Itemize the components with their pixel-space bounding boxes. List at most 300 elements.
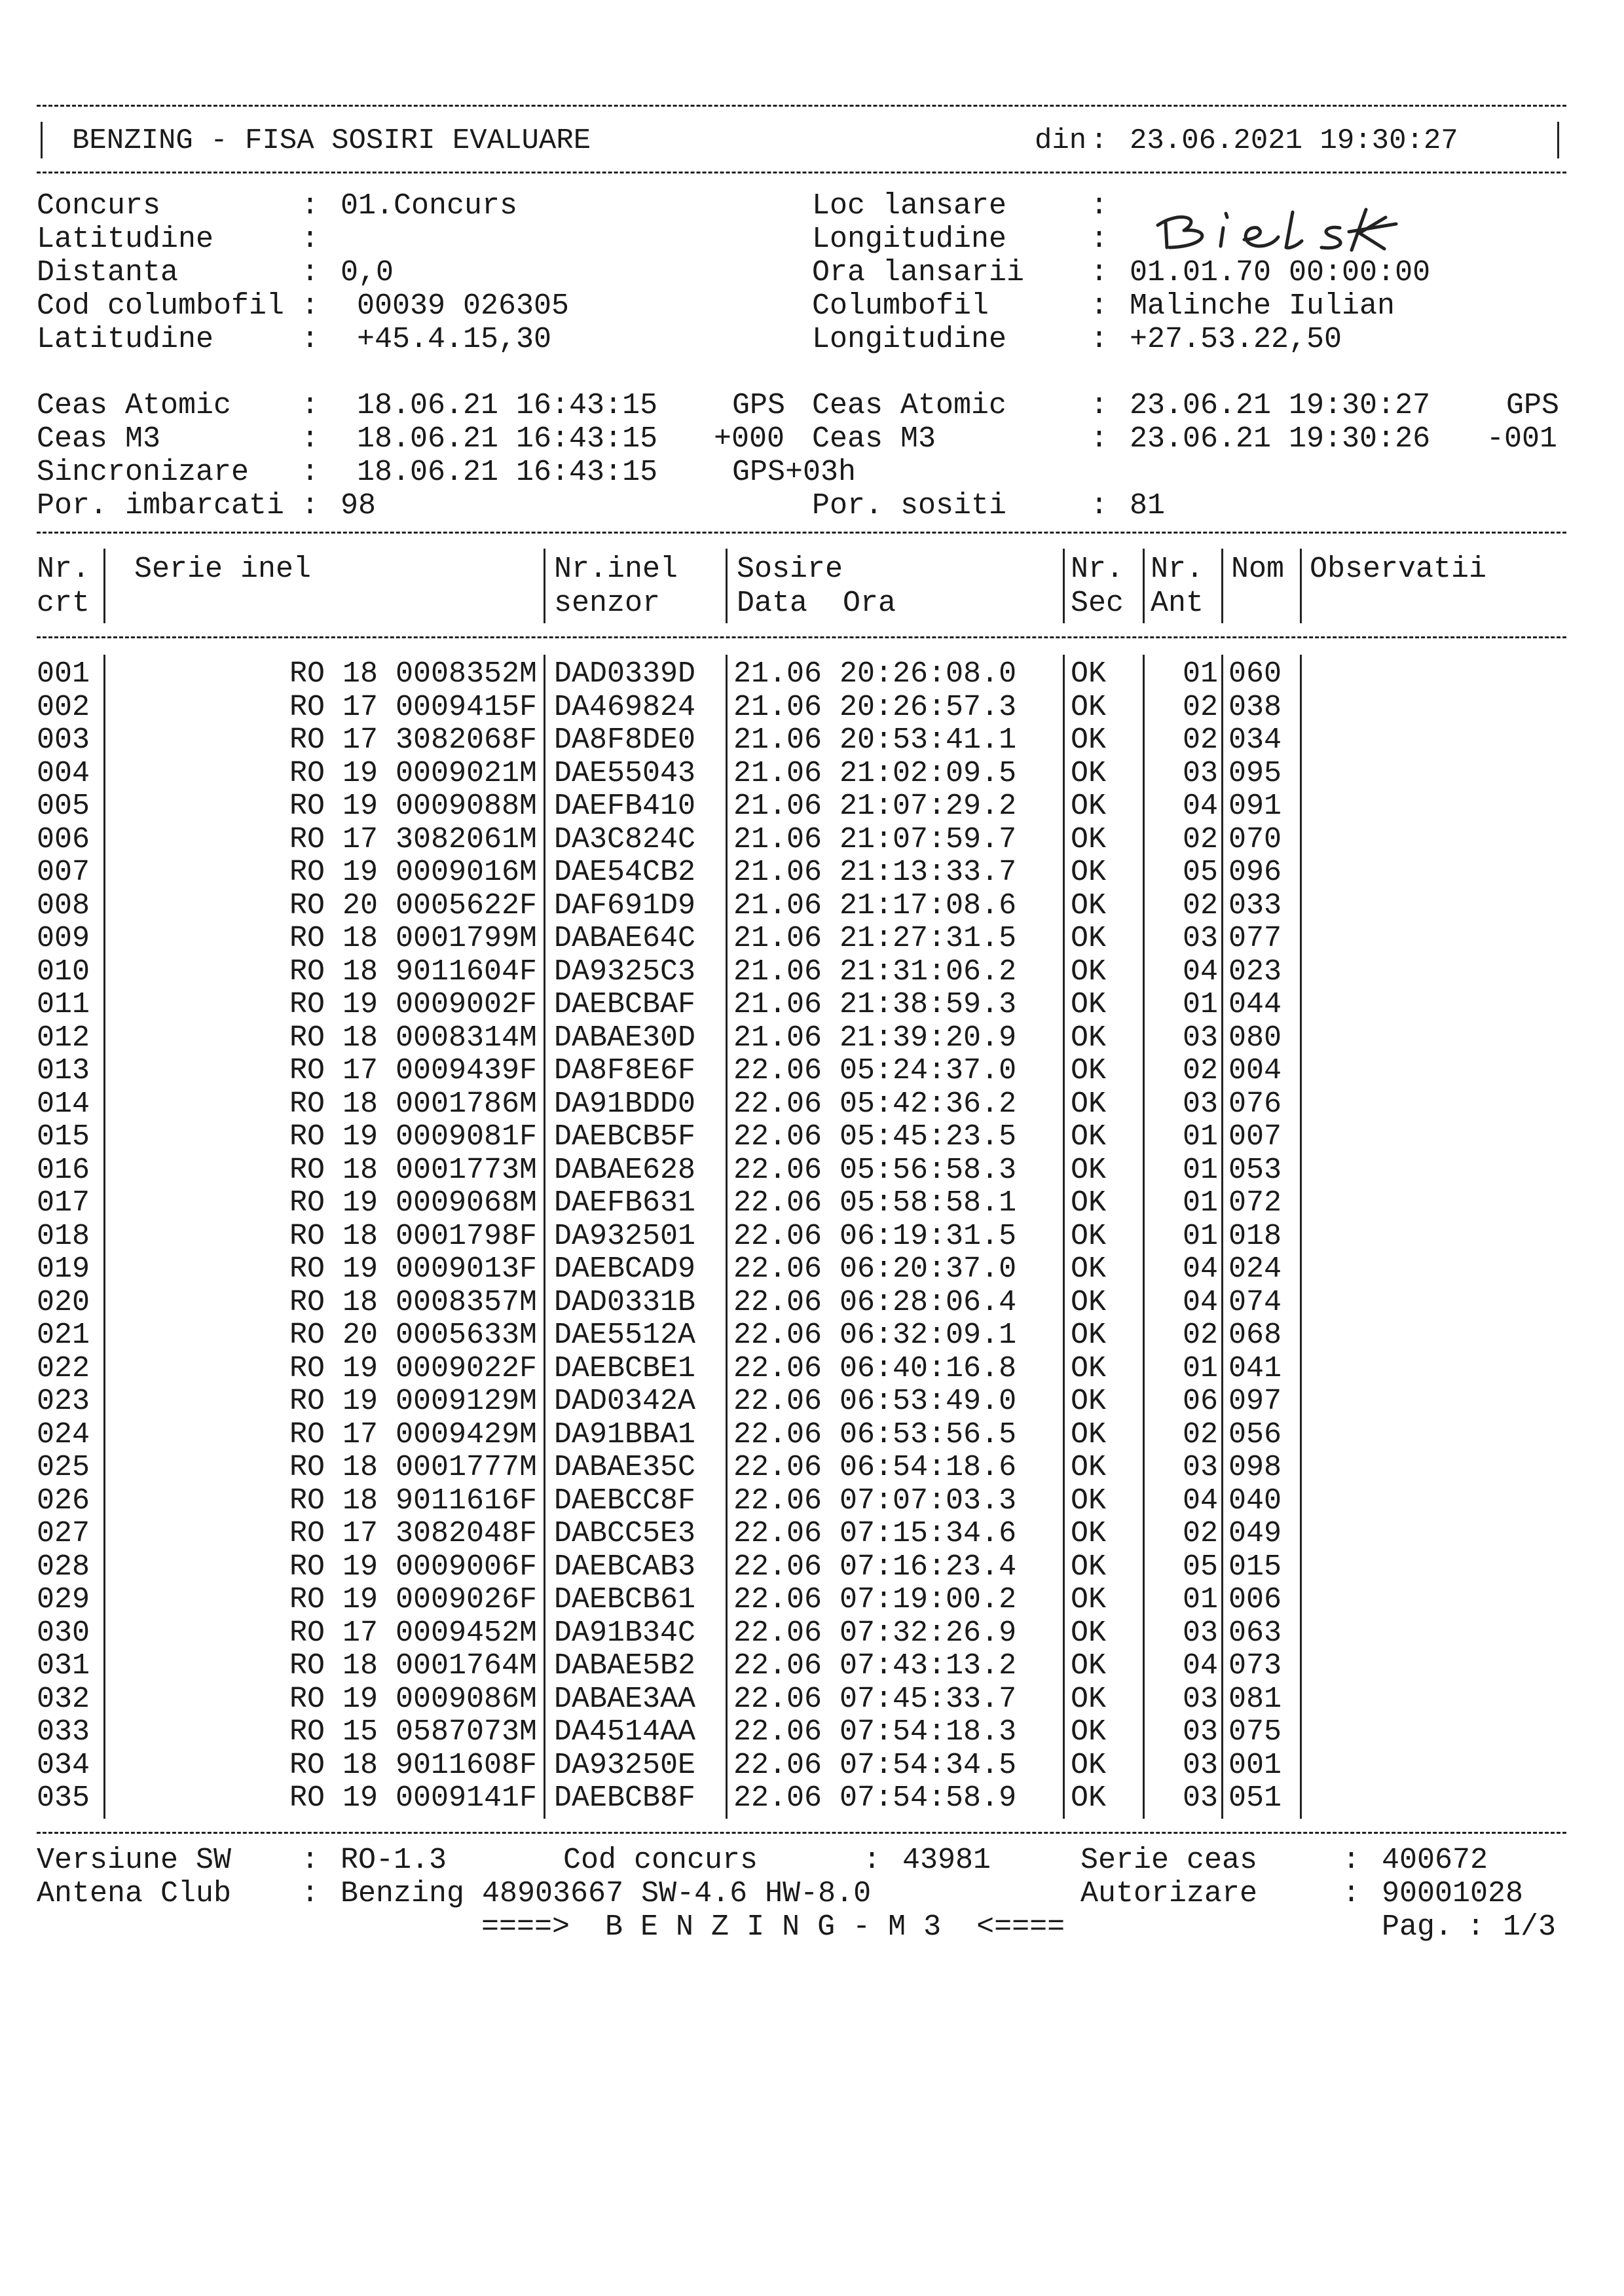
- cell-nr-inel-senzor: DA8F8E6F: [554, 1054, 696, 1087]
- cell-sosire: 22.06 06:20:37.0: [733, 1252, 1017, 1286]
- cell-nr-crt: 006: [37, 822, 90, 856]
- cell-nom: 051: [1228, 1781, 1282, 1815]
- ceas-m3-label: Ceas M3: [812, 422, 936, 456]
- cell-serie-inel: RO 19 0009006F: [289, 1550, 537, 1584]
- cell-nr-sec: OK: [1071, 1484, 1107, 1518]
- cell-nr-ant: 01: [1182, 657, 1218, 691]
- divider: [37, 532, 1566, 534]
- ora-lansarii-value: 01.01.70 00:00:00: [1130, 256, 1431, 289]
- cell-nr-sec: OK: [1071, 1583, 1107, 1616]
- header-right-border: [1557, 122, 1559, 158]
- cell-nr-crt: 029: [37, 1583, 90, 1616]
- cell-nom: 006: [1228, 1583, 1282, 1616]
- cell-nom: 060: [1228, 657, 1282, 691]
- cell-sosire: 22.06 07:54:58.9: [733, 1781, 1017, 1815]
- cell-nr-inel-senzor: DA93250E: [554, 1748, 696, 1782]
- cell-nr-inel-senzor: DA3C824C: [554, 822, 696, 856]
- col-header-sosire: Sosire: [737, 553, 843, 586]
- cell-nr-crt: 008: [37, 888, 90, 922]
- cell-serie-inel: RO 20 0005622F: [289, 888, 537, 922]
- cell-nr-sec: OK: [1071, 690, 1107, 724]
- cell-serie-inel: RO 19 0009088M: [289, 790, 537, 823]
- cell-nom: 070: [1228, 822, 1282, 856]
- cell-nr-crt: 004: [37, 756, 90, 790]
- cell-nom: 080: [1228, 1021, 1282, 1055]
- cell-sosire: 22.06 05:45:23.5: [733, 1120, 1017, 1154]
- ceas-m3-end-offset: -001: [1486, 422, 1558, 456]
- cell-nr-inel-senzor: DAE55043: [554, 756, 696, 790]
- col-header-nr: Nr.: [37, 553, 90, 586]
- cell-nr-sec: OK: [1071, 988, 1107, 1021]
- cell-nr-inel-senzor: DA91B34C: [554, 1616, 696, 1650]
- cell-nr-ant: 02: [1182, 690, 1218, 724]
- col-header-ant: Ant: [1151, 587, 1204, 620]
- cell-nr-crt: 009: [37, 922, 90, 955]
- cell-sosire: 22.06 07:43:13.2: [733, 1649, 1017, 1683]
- cell-sosire: 22.06 06:53:56.5: [733, 1417, 1017, 1451]
- cell-nr-inel-senzor: DABCC5E3: [554, 1517, 696, 1550]
- cell-nom: 097: [1228, 1385, 1282, 1418]
- ceas-atomic-end-source: GPS: [1506, 389, 1560, 422]
- cell-sosire: 22.06 06:53:49.0: [733, 1385, 1017, 1418]
- handwritten-location: [1153, 185, 1428, 257]
- cell-nr-inel-senzor: DAF691D9: [554, 888, 696, 922]
- cell-nr-ant: 02: [1182, 723, 1218, 757]
- cell-nr-sec: OK: [1071, 888, 1107, 922]
- cell-nr-inel-senzor: DAD0339D: [554, 657, 696, 691]
- cell-nom: 095: [1228, 756, 1282, 790]
- versiune-sw-label: Versiune SW: [37, 1844, 232, 1877]
- concurs-value: 01.Concurs: [341, 189, 518, 223]
- cell-nr-inel-senzor: DAE54CB2: [554, 856, 696, 889]
- cell-nr-sec: OK: [1071, 1351, 1107, 1385]
- cell-nr-inel-senzor: DAEBCAB3: [554, 1550, 696, 1584]
- date-label: din: [1035, 124, 1087, 157]
- ceas-atomic-start: 18.06.21 16:43:15: [357, 389, 658, 422]
- cell-nr-crt: 023: [37, 1385, 90, 1418]
- cell-nr-ant: 02: [1182, 1054, 1218, 1087]
- cell-nr-inel-senzor: DABAE35C: [554, 1451, 696, 1484]
- antena-club-label: Antena Club: [37, 1877, 232, 1910]
- cell-nr-crt: 017: [37, 1186, 90, 1220]
- cell-nr-sec: OK: [1071, 1087, 1107, 1121]
- cod-columbofil-label: Cod columbofil: [37, 289, 285, 323]
- cell-nr-inel-senzor: DA4514AA: [554, 1715, 696, 1749]
- cell-sosire: 21.06 21:31:06.2: [733, 955, 1017, 989]
- cell-nr-sec: OK: [1071, 1252, 1107, 1286]
- cell-nr-sec: OK: [1071, 822, 1107, 856]
- cell-nr-crt: 011: [37, 988, 90, 1021]
- cell-nom: 041: [1228, 1351, 1282, 1385]
- cell-nr-ant: 03: [1182, 922, 1218, 955]
- cell-serie-inel: RO 18 0001799M: [289, 922, 537, 955]
- cell-nr-inel-senzor: DAD0342A: [554, 1385, 696, 1418]
- cell-nr-crt: 021: [37, 1319, 90, 1352]
- header-left-border: [41, 122, 43, 158]
- col-header-senzor: senzor: [554, 587, 661, 620]
- cell-nr-ant: 01: [1182, 1219, 1218, 1253]
- cell-nr-ant: 02: [1182, 1319, 1218, 1352]
- cell-nr-crt: 033: [37, 1715, 90, 1749]
- cell-nr-sec: OK: [1071, 1385, 1107, 1418]
- cell-sosire: 22.06 07:54:18.3: [733, 1715, 1017, 1749]
- cell-nr-crt: 001: [37, 657, 90, 691]
- cell-nr-inel-senzor: DAEBCB8F: [554, 1781, 696, 1815]
- cell-sosire: 21.06 21:17:08.6: [733, 888, 1017, 922]
- cell-nr-ant: 05: [1182, 856, 1218, 889]
- col-header-nr-ant: Nr.: [1151, 553, 1204, 586]
- cell-nom: 056: [1228, 1417, 1282, 1451]
- cell-nr-sec: OK: [1071, 955, 1107, 989]
- cell-nr-inel-senzor: DA932501: [554, 1219, 696, 1253]
- cell-nom: 038: [1228, 690, 1282, 724]
- cell-sosire: 22.06 06:19:31.5: [733, 1219, 1017, 1253]
- cell-serie-inel: RO 18 0001786M: [289, 1087, 537, 1121]
- cell-serie-inel: RO 19 0009068M: [289, 1186, 537, 1220]
- cell-nr-crt: 024: [37, 1417, 90, 1451]
- loc-lansare-label: Loc lansare: [812, 189, 1007, 223]
- cell-serie-inel: RO 15 0587073M: [289, 1715, 537, 1749]
- cell-nom: 023: [1228, 955, 1282, 989]
- cell-nr-crt: 007: [37, 856, 90, 889]
- serie-ceas-value: 400672: [1382, 1844, 1488, 1877]
- cell-nr-crt: 019: [37, 1252, 90, 1286]
- cell-nr-crt: 031: [37, 1649, 90, 1683]
- cell-nr-ant: 04: [1182, 1484, 1218, 1518]
- benzing-banner: ====> B E N Z I N G - M 3 <====: [481, 1910, 1065, 1944]
- cell-nr-ant: 03: [1182, 1715, 1218, 1749]
- cell-nr-inel-senzor: DAEBCB61: [554, 1583, 696, 1616]
- cell-nom: 073: [1228, 1649, 1282, 1683]
- cell-nr-ant: 03: [1182, 1451, 1218, 1484]
- cell-nr-sec: OK: [1071, 657, 1107, 691]
- cell-serie-inel: RO 17 0009429M: [289, 1417, 537, 1451]
- latitudine-label: Latitudine: [37, 223, 214, 256]
- col-header-nrinel: Nr.inel: [554, 553, 678, 586]
- cell-sosire: 22.06 07:19:00.2: [733, 1583, 1017, 1616]
- cell-sosire: 22.06 07:07:03.3: [733, 1484, 1017, 1518]
- cell-serie-inel: RO 19 0009022F: [289, 1351, 537, 1385]
- cell-nr-inel-senzor: DAEBCBAF: [554, 988, 696, 1021]
- cell-nr-sec: OK: [1071, 1517, 1107, 1550]
- ceas-m3-start: 18.06.21 16:43:15: [357, 422, 658, 456]
- cell-sosire: 21.06 20:53:41.1: [733, 723, 1017, 757]
- cell-sosire: 21.06 21:27:31.5: [733, 922, 1017, 955]
- cell-serie-inel: RO 18 9011604F: [289, 955, 537, 989]
- cell-sosire: 21.06 21:02:09.5: [733, 756, 1017, 790]
- autorizare-label: Autorizare: [1080, 1877, 1258, 1910]
- cell-nr-ant: 03: [1182, 1616, 1218, 1650]
- cell-sosire: 21.06 21:07:59.7: [733, 822, 1017, 856]
- cell-nr-crt: 026: [37, 1484, 90, 1518]
- sincronizare-label: Sincronizare: [37, 456, 249, 489]
- cod-concurs-label: Cod concurs: [563, 1844, 758, 1877]
- cell-nr-sec: OK: [1071, 790, 1107, 823]
- cell-sosire: 21.06 21:38:59.3: [733, 988, 1017, 1021]
- columbofil-value: Malinche Iulian: [1130, 289, 1395, 323]
- cell-nr-sec: OK: [1071, 1417, 1107, 1451]
- cell-sosire: 22.06 07:15:34.6: [733, 1517, 1017, 1550]
- document-title: BENZING - FISA SOSIRI EVALUARE: [72, 124, 591, 157]
- cell-serie-inel: RO 19 0009013F: [289, 1252, 537, 1286]
- cod-concurs-value: 43981: [902, 1844, 991, 1877]
- cell-nom: 007: [1228, 1120, 1282, 1154]
- cell-sosire: 22.06 05:42:36.2: [733, 1087, 1017, 1121]
- page-label: Pag.: [1382, 1910, 1453, 1944]
- cell-nr-sec: OK: [1071, 1781, 1107, 1815]
- cell-nr-ant: 02: [1182, 1517, 1218, 1550]
- cell-nr-inel-senzor: DAEBCB5F: [554, 1120, 696, 1154]
- cell-nr-ant: 03: [1182, 1682, 1218, 1716]
- ora-lansarii-label: Ora lansarii: [812, 256, 1025, 289]
- cell-nom: 081: [1228, 1682, 1282, 1716]
- cell-sosire: 22.06 05:58:58.1: [733, 1186, 1017, 1220]
- sincronizare-value: 18.06.21 16:43:15: [357, 456, 658, 489]
- longitudine-label: Longitudine: [812, 323, 1007, 356]
- cell-nr-ant: 02: [1182, 822, 1218, 856]
- latitudine-label: Latitudine: [37, 323, 214, 356]
- cell-serie-inel: RO 17 3082068F: [289, 723, 537, 757]
- cell-nr-crt: 028: [37, 1550, 90, 1584]
- cell-sosire: 22.06 06:54:18.6: [733, 1451, 1017, 1484]
- cell-nr-sec: OK: [1071, 1715, 1107, 1749]
- por-imbarcati-value: 98: [341, 489, 377, 522]
- longitudine-value: +27.53.22,50: [1130, 323, 1342, 356]
- cell-nr-ant: 03: [1182, 1087, 1218, 1121]
- cell-nom: 063: [1228, 1616, 1282, 1650]
- ceas-atomic-end: 23.06.21 19:30:27: [1130, 389, 1431, 422]
- cell-nr-crt: 032: [37, 1682, 90, 1716]
- cell-nr-inel-senzor: DABAE30D: [554, 1021, 696, 1055]
- cell-sosire: 22.06 06:28:06.4: [733, 1285, 1017, 1319]
- cell-sosire: 21.06 21:13:33.7: [733, 856, 1017, 889]
- cell-nr-ant: 01: [1182, 1153, 1218, 1187]
- cell-serie-inel: RO 18 9011608F: [289, 1748, 537, 1782]
- divider: [37, 636, 1566, 638]
- cell-nr-crt: 003: [37, 723, 90, 757]
- cell-sosire: 22.06 06:40:16.8: [733, 1351, 1017, 1385]
- cell-sosire: 22.06 06:32:09.1: [733, 1319, 1017, 1352]
- cell-nr-ant: 01: [1182, 1351, 1218, 1385]
- divider: [37, 105, 1566, 107]
- cell-serie-inel: RO 20 0005633M: [289, 1319, 537, 1352]
- ceas-m3-start-offset: +000: [714, 422, 785, 456]
- cell-sosire: 22.06 07:32:26.9: [733, 1616, 1017, 1650]
- por-sositi-value: 81: [1130, 489, 1166, 522]
- cell-nom: 040: [1228, 1484, 1282, 1518]
- cell-sosire: 22.06 07:16:23.4: [733, 1550, 1017, 1584]
- por-sositi-label: Por. sositi: [812, 489, 1007, 522]
- versiune-sw-value: RO-1.3: [341, 1844, 447, 1877]
- cell-nr-inel-senzor: DAEFB631: [554, 1186, 696, 1220]
- page-number: 1/3: [1503, 1910, 1557, 1944]
- cell-serie-inel: RO 18 0008357M: [289, 1285, 537, 1319]
- cell-nr-crt: 005: [37, 790, 90, 823]
- cell-nr-crt: 035: [37, 1781, 90, 1815]
- cell-nr-sec: OK: [1071, 1186, 1107, 1220]
- cell-nom: 034: [1228, 723, 1282, 757]
- cell-serie-inel: RO 18 9011616F: [289, 1484, 537, 1518]
- cell-nom: 076: [1228, 1087, 1282, 1121]
- cell-serie-inel: RO 19 0009026F: [289, 1583, 537, 1616]
- cell-nr-sec: OK: [1071, 1319, 1107, 1352]
- cell-nr-ant: 04: [1182, 1285, 1218, 1319]
- cell-serie-inel: RO 17 0009415F: [289, 690, 537, 724]
- arrival-sheet: BENZING - FISA SOSIRI EVALUARE din : 23.06.2021 19:30:27 Concurs : 01.Concurs Latitudine : Distanta : 0,0 Cod columbofil : 00039 026305 Latitudine : +45.4.15,30 Loc lansare : Longitudine : Ora lansarii : 01.01.70 00:00:00 Columbofil : Malinche Iulian Longitudine : +27.53.22,50 Ceas Atomic : 18.06.21 16:43:15 GPS Ceas M3 : 18.06.21 16:43:15 +000 Sincronizare : 18.06.21 16:43:15 GPS+03h Por. imbarcati : 98 Ceas Atomic : 23.06.21 19:30:27 GPS Ceas M3 : 23.06.21 19:30:26 -001 Por. sositi : 81 Nr. crt Serie inel Nr.inel senzor Sosire Data Ora Nr. Sec Nr. Ant Nom Observatii 001 RO 18 0008352M DAD0339D 21.06 20:26:08.0 OK 01 060 002 RO 17 0009415F DA469824 21.06 20:26:57.3 OK 02 038 003 RO 17 3082068F DA8F8DE0 21.06 20:53:41.1 OK 02 034 004 RO 19 0009021M DAE55043 21.06 21:02:09.5 OK 03 095 005 RO 19 0009088M DAEFB410 21.06 21:07:29.2 OK 04 091 006 RO 17 3082061M DA3C824C 21.06 21:07:59.7 OK 02 070 007 RO 19 0009016M DAE54CB2 21.06 21:13:33.7 OK 05 096 008 RO 20 0005622F DAF691D9 21.06 21:17:08.6 OK 02 033 009 RO 18 0001799M DABAE64C 21.06 21:27:31.5 OK 03 077 010 RO 18 9011604F DA9325C3 21.06 21:31:06.2 OK 04 023 011 RO 19 0009002F DAEBCBAF 21.06 21:38:59.3 OK 01 044 012 RO 18 0008314M DABAE30D 21.06 21:39:20.9 OK 03 080 013 RO 17 0009439F DA8F8E6F 22.06 05:24:37.0 OK 02 004 014 RO 18 0001786M DA91BDD0 22.06 05:42:36.2 OK 03 076 015 RO 19 0009081F DAEBCB5F 22.06 05:45:23.5 OK 01 007 016 RO 18 0001773M DABAE628 22.06 05:56:58.3 OK 01 053 017 RO 19 0009068M DAEFB631 22.06 05:58:58.1 OK 01 072 018 RO 18 0001798F DA932501 22.06 06:19:31.5 OK 01 018 019 RO 19 0009013F DAEBCAD9 22.06 06:20:37.0 OK 04 024 020 RO 18 0008357M DAD0331B 22.06 06:28:06.4 OK 04 074 021 RO 20 0005633M DAE5512A 22.06 06:32:09.1 OK 02 068 022 RO 19 0009022F DAEBCBE1 22.06 06:40:16.8 OK 01 041 023 RO 19 0009129M DAD0342A 22.06 06:53:49.0 OK 06 097 024 RO 17 0009429M DA91BBA1 22.06 06:53:56.5 OK 02 056 025 RO 18 0001777M DABAE35C 22.06 06:54:18.6 OK 03 098 026 RO 18 9011616F DAEBCC8F 22.06 07:07:03.3 OK 04 040 027 RO 17 3082048F DABCC5E3 22.06 07:15:34.6 OK 02 049 028 RO 19 0009006F DAEBCAB3 22.06 07:16:23.4 OK 05 015 029 RO 19 0009026F DAEBCB61 22.06 07:19:00.2 OK 01 006 030 RO 17 0009452M DA91B34C 22.06 07:32:26.9 OK 03 063 031 RO 18 0001764M DABAE5B2 22.06 07:43:13.2 OK 04 073 032 RO 19 0009086M DABAE3AA 22.06 07:45:33.7 OK 03 081 033 RO 15 0587073M DA4514AA 22.06 07:54:18.3 OK 03 075 034 RO 18 9011608F DA93250E 22.06 07:54:34.5 OK 03 001 035 RO 19 0009141F DAEBCB8F 22.06 07:54:58.9 OK 03 051 Versiune SW : RO-1.3 Cod concurs : 43981 Serie ceas : 400672 Antena Club : Benzing 48903667 SW-4.6 HW-8.0 Autorizare : 90001028 ====> B E N Z I N G - M 3 <==== Pag. : 1/3: [0, 0, 1624, 2296]
- cell-nr-crt: 012: [37, 1021, 90, 1055]
- cell-nr-crt: 015: [37, 1120, 90, 1154]
- col-header-sec: Sec: [1071, 587, 1124, 620]
- cell-sosire: 21.06 21:39:20.9: [733, 1021, 1017, 1055]
- cell-nr-crt: 014: [37, 1087, 90, 1121]
- cell-nom: 098: [1228, 1451, 1282, 1484]
- cell-nr-ant: 03: [1182, 756, 1218, 790]
- cell-nr-sec: OK: [1071, 1285, 1107, 1319]
- ceas-atomic-start-source: GPS: [732, 389, 786, 422]
- cell-nr-sec: OK: [1071, 1021, 1107, 1055]
- cell-nom: 074: [1228, 1285, 1282, 1319]
- cell-serie-inel: RO 18 0008352M: [289, 657, 537, 691]
- cell-nom: 072: [1228, 1186, 1282, 1220]
- cell-sosire: 21.06 20:26:57.3: [733, 690, 1017, 724]
- document-date: 23.06.2021 19:30:27: [1130, 124, 1458, 157]
- cell-nr-inel-senzor: DABAE64C: [554, 922, 696, 955]
- cell-nr-inel-senzor: DA8F8DE0: [554, 723, 696, 757]
- col-header-crt: crt: [37, 587, 90, 620]
- cell-nr-inel-senzor: DA91BDD0: [554, 1087, 696, 1121]
- cell-nr-ant: 03: [1182, 1781, 1218, 1815]
- cell-nr-ant: 01: [1182, 1583, 1218, 1616]
- cell-nr-sec: OK: [1071, 1649, 1107, 1683]
- cell-serie-inel: RO 18 0001764M: [289, 1649, 537, 1683]
- cell-nr-ant: 05: [1182, 1550, 1218, 1584]
- cell-nom: 049: [1228, 1517, 1282, 1550]
- cell-nr-inel-senzor: DABAE628: [554, 1153, 696, 1187]
- cell-nr-crt: 018: [37, 1219, 90, 1253]
- cell-nr-crt: 020: [37, 1285, 90, 1319]
- cell-nr-inel-senzor: DABAE5B2: [554, 1649, 696, 1683]
- cell-serie-inel: RO 19 0009129M: [289, 1385, 537, 1418]
- cell-nom: 077: [1228, 922, 1282, 955]
- cell-nom: 091: [1228, 790, 1282, 823]
- cell-nr-crt: 030: [37, 1616, 90, 1650]
- cell-nr-sec: OK: [1071, 1120, 1107, 1154]
- cell-serie-inel: RO 19 0009081F: [289, 1120, 537, 1154]
- cell-nom: 024: [1228, 1252, 1282, 1286]
- cell-nr-sec: OK: [1071, 1451, 1107, 1484]
- cod-columbofil-value: 00039 026305: [357, 289, 570, 323]
- cell-nr-sec: OK: [1071, 1616, 1107, 1650]
- cell-sosire: 21.06 20:26:08.0: [733, 657, 1017, 691]
- cell-nr-crt: 022: [37, 1351, 90, 1385]
- cell-nom: 015: [1228, 1550, 1282, 1584]
- cell-nr-inel-senzor: DA9325C3: [554, 955, 696, 989]
- cell-nr-crt: 025: [37, 1451, 90, 1484]
- cell-nr-inel-senzor: DAEBCAD9: [554, 1252, 696, 1286]
- cell-nom: 044: [1228, 988, 1282, 1021]
- cell-nr-ant: 04: [1182, 1252, 1218, 1286]
- cell-serie-inel: RO 17 3082048F: [289, 1517, 537, 1550]
- sincronizare-source: GPS+03h: [732, 456, 857, 489]
- cell-nr-ant: 03: [1182, 1021, 1218, 1055]
- cell-nr-sec: OK: [1071, 756, 1107, 790]
- cell-serie-inel: RO 17 0009439F: [289, 1054, 537, 1087]
- cell-nr-sec: OK: [1071, 1682, 1107, 1716]
- cell-nr-ant: 01: [1182, 1186, 1218, 1220]
- cell-serie-inel: RO 17 3082061M: [289, 822, 537, 856]
- cell-serie-inel: RO 18 0001798F: [289, 1219, 537, 1253]
- cell-nr-sec: OK: [1071, 1748, 1107, 1782]
- col-header-serie: Serie inel: [134, 553, 312, 586]
- cell-serie-inel: RO 19 0009021M: [289, 756, 537, 790]
- cell-nr-sec: OK: [1071, 1219, 1107, 1253]
- cell-nr-ant: 02: [1182, 1417, 1218, 1451]
- cell-nr-ant: 03: [1182, 1748, 1218, 1782]
- col-header-nom: Nom: [1231, 553, 1285, 586]
- ceas-m3-label: Ceas M3: [37, 422, 161, 456]
- cell-sosire: 22.06 05:56:58.3: [733, 1153, 1017, 1187]
- cell-serie-inel: RO 19 0009016M: [289, 856, 537, 889]
- ceas-atomic-label: Ceas Atomic: [37, 389, 232, 422]
- cell-nr-crt: 016: [37, 1153, 90, 1187]
- cell-nom: 053: [1228, 1153, 1282, 1187]
- divider: [37, 1832, 1566, 1834]
- cell-nr-crt: 027: [37, 1517, 90, 1550]
- cell-nr-inel-senzor: DAEBCC8F: [554, 1484, 696, 1518]
- col-header-observatii: Observatii: [1310, 553, 1487, 586]
- cell-serie-inel: RO 18 0001777M: [289, 1451, 537, 1484]
- cell-serie-inel: RO 17 0009452M: [289, 1616, 537, 1650]
- cell-nr-crt: 034: [37, 1748, 90, 1782]
- cell-nr-sec: OK: [1071, 723, 1107, 757]
- antena-club-value: Benzing 48903667 SW-4.6 HW-8.0: [341, 1877, 872, 1910]
- cell-nr-crt: 013: [37, 1054, 90, 1087]
- cell-nr-ant: 04: [1182, 955, 1218, 989]
- cell-nr-sec: OK: [1071, 1054, 1107, 1087]
- col-header-data-ora: Data Ora: [737, 587, 896, 620]
- cell-nr-inel-senzor: DA469824: [554, 690, 696, 724]
- autorizare-value: 90001028: [1382, 1877, 1524, 1910]
- cell-nom: 001: [1228, 1748, 1282, 1782]
- cell-serie-inel: RO 19 0009002F: [289, 988, 537, 1021]
- cell-sosire: 21.06 21:07:29.2: [733, 790, 1017, 823]
- cell-nr-sec: OK: [1071, 1550, 1107, 1584]
- cell-nr-ant: 04: [1182, 1649, 1218, 1683]
- cell-nr-sec: OK: [1071, 922, 1107, 955]
- distanta-value: 0,0: [341, 256, 394, 289]
- cell-nom: 068: [1228, 1319, 1282, 1352]
- cell-nr-ant: 02: [1182, 888, 1218, 922]
- cell-sosire: 22.06 05:24:37.0: [733, 1054, 1017, 1087]
- cell-nom: 018: [1228, 1219, 1282, 1253]
- por-imbarcati-label: Por. imbarcati: [37, 489, 285, 522]
- cell-nr-ant: 04: [1182, 790, 1218, 823]
- latitudine-value: +45.4.15,30: [357, 323, 552, 356]
- cell-nom: 096: [1228, 856, 1282, 889]
- cell-nom: 075: [1228, 1715, 1282, 1749]
- divider: [37, 172, 1566, 173]
- distanta-label: Distanta: [37, 256, 179, 289]
- cell-serie-inel: RO 19 0009086M: [289, 1682, 537, 1716]
- cell-nr-sec: OK: [1071, 1153, 1107, 1187]
- cell-serie-inel: RO 18 0001773M: [289, 1153, 537, 1187]
- cell-nr-inel-senzor: DABAE3AA: [554, 1682, 696, 1716]
- concurs-label: Concurs: [37, 189, 161, 223]
- cell-nr-inel-senzor: DAE5512A: [554, 1319, 696, 1352]
- serie-ceas-label: Serie ceas: [1080, 1844, 1258, 1877]
- cell-nr-inel-senzor: DAEBCBE1: [554, 1351, 696, 1385]
- cell-serie-inel: RO 19 0009141F: [289, 1781, 537, 1815]
